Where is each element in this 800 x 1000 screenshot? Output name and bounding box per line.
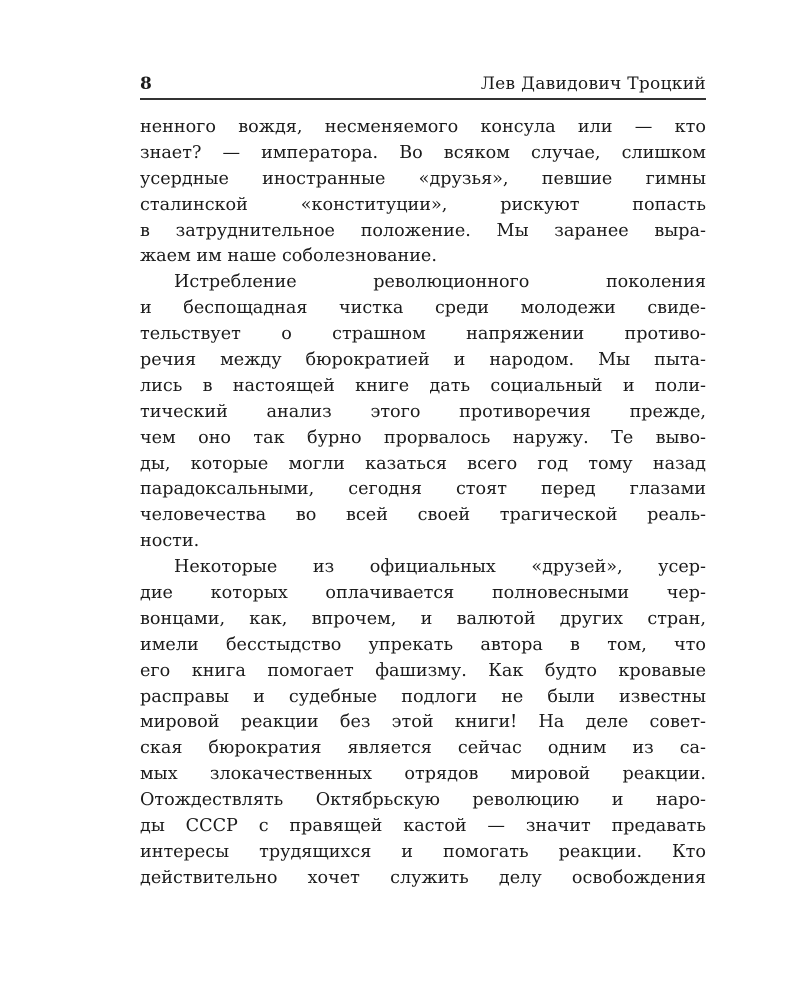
text-line: сталинской «конституции», рискуют попасть	[140, 194, 706, 215]
text-line: его книга помогает фашизму. Как будто кровавые	[140, 660, 706, 681]
text-line: ская бюрократия является сейчас одним из са-	[140, 738, 706, 759]
text-line: ды, которые могли казаться всего год тому назад	[140, 453, 706, 474]
text-line: Некоторые из официальных «друзей», усер-	[174, 557, 706, 578]
paragraph	[140, 270, 706, 555]
text-line: чем оно так бурно прорвалось наружу. Те выво-	[140, 427, 706, 448]
text-line: знает? — императора. Во всяком случае, слишком	[140, 142, 706, 163]
text-line: Отождествлять Октябрьскую революцию и наро-	[140, 790, 706, 811]
text-line: ности.	[140, 531, 200, 552]
text-line: лись в настоящей книге дать социальный и поли-	[140, 375, 706, 396]
text-line: речия между бюрократией и народом. Мы пыта-	[140, 350, 706, 371]
text-line: усердные иностранные «друзья», певшие гимны	[140, 168, 706, 189]
text-line: жаем им наше соболезнование.	[140, 246, 437, 267]
text-line: ды СССР с правящей кастой — значит предавать	[140, 816, 706, 837]
body-text	[140, 115, 706, 892]
running-title: Лев Давидович Троцкий	[480, 74, 706, 94]
running-header	[140, 74, 706, 100]
text-line: ненного вождя, несменяемого консула или — кто	[140, 117, 706, 137]
paragraph	[140, 555, 706, 892]
text-line: человечества во всей своей трагической реаль-	[140, 505, 706, 526]
text-line: тельствует о страшном напряжении противо-	[140, 324, 706, 345]
text-line: расправы и судебные подлоги не были известны	[140, 686, 706, 707]
text-line: мых злокачественных отрядов мировой реакции.	[140, 764, 706, 785]
text-line: интересы трудящихся и помогать реакции. Кто	[140, 841, 706, 862]
page-number: 8	[140, 74, 152, 94]
text-line: мировой реакции без этой книги! На деле совет-	[140, 712, 706, 733]
text-line: дие которых оплачивается полновесными чер-	[140, 583, 706, 604]
text-line: в затруднительное положение. Мы заранее выра-	[140, 220, 706, 241]
text-line: парадоксальными, сегодня стоят перед глазами	[140, 479, 706, 500]
paragraph	[140, 115, 706, 270]
text-line: имели бесстыдство упрекать автора в том, что	[140, 634, 706, 655]
text-line: и беспощадная чистка среди молодежи свиде-	[140, 298, 706, 319]
text-line: Истребление революционного поколения	[174, 272, 706, 293]
text-line: вонцами, как, впрочем, и валютой других стран,	[140, 608, 706, 629]
text-line: тический анализ этого противоречия прежде,	[140, 401, 706, 422]
text-line: действительно хочет служить делу освобождения	[140, 867, 706, 888]
